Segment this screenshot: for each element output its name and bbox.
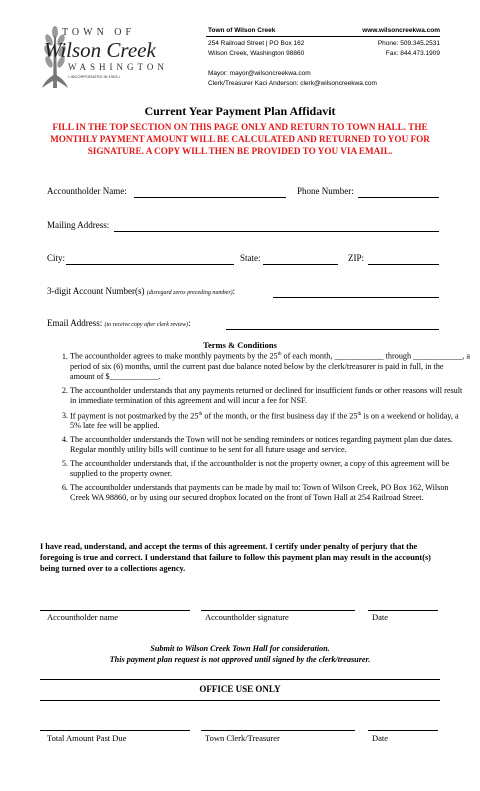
account-number-field[interactable] <box>273 297 439 298</box>
terms-heading: Terms & Conditions <box>203 340 277 350</box>
header-rule <box>206 36 440 37</box>
email-text: Email Address: <box>47 318 103 328</box>
email-note: (to receive copy after clerk review) <box>104 322 189 328</box>
account-number-label: 3-digit Account Number(s) (disregard zeros preceding number): <box>47 286 236 296</box>
header-org: Town of Wilson Creek <box>208 27 276 34</box>
city-field[interactable] <box>66 264 234 265</box>
state-field[interactable] <box>263 264 338 265</box>
terms-list <box>38 350 470 507</box>
submit-line-1: Submit to Wilson Creek Town Hall for consideration. <box>150 644 330 653</box>
accountholder-name-signature-line[interactable] <box>40 610 190 611</box>
page-title: Current Year Payment Plan Affidavit <box>144 104 336 118</box>
term-item: 2. The accountholder understands that any payments returned or declined for insufficient funds or other reasons will result in immediate termination of this agreement and will incur a fee for NSF. <box>70 386 470 406</box>
phone-number-field[interactable] <box>358 197 439 198</box>
mailing-address-field[interactable] <box>114 231 439 232</box>
office-heading-rule <box>40 700 440 701</box>
clerk-caption: Town Clerk/Treasurer <box>205 733 280 743</box>
accountholder-name-label: Accountholder Name: <box>47 186 127 196</box>
accountholder-name-caption: Accountholder name <box>47 612 119 622</box>
submit-note <box>40 643 440 665</box>
term-item: 1. The accountholder agrees to make monthly payments by the 25th of each month, ____________ through ____________, a period of six (6) months, until the current past due balance noted below by the clerk/treasurer is paid in full, in the amount of $____________. <box>70 350 470 382</box>
zip-field[interactable] <box>368 264 439 265</box>
logo-state: WASHINGTON <box>68 62 168 72</box>
header-fax: Fax: 844.473.1909 <box>385 50 440 57</box>
account-number-text: 3-digit Account Number(s) <box>47 286 145 296</box>
header-city: Wilson Creek, Washington 98860 <box>208 50 305 57</box>
signature-date-line[interactable] <box>368 610 438 611</box>
header-phone: Phone: 509.345.2531 <box>377 40 440 47</box>
email-label: Email Address: (to receive copy after clerk review): <box>47 318 191 328</box>
logo-town-of: TOWN OF <box>62 27 136 38</box>
accountholder-signature-line[interactable] <box>201 610 355 611</box>
header-clerk: Clerk/Treasurer Kaci Anderson: clerk@wilsoncreekwa.com <box>208 80 377 87</box>
certification-text: I have read, understand, and accept the terms of this agreement. I certify under penalty of perjury that the foregoing is true and correct. I understand that failure to follow this payment plan may result in the account(s) being turned over to a collections agency. <box>40 542 431 573</box>
logo-incorporated: • INCORPORATED IN 1903 • <box>68 74 121 79</box>
accountholder-name-field[interactable] <box>134 197 286 198</box>
submit-line-2: This payment plan request is not approved until signed by the clerk/treasurer. <box>109 655 371 664</box>
logo-name: Wilson Creek <box>44 38 156 62</box>
office-use-heading: OFFICE USE ONLY <box>199 684 281 694</box>
city-label: City: <box>47 253 66 263</box>
header-mayor: Mayor: mayor@wilsoncreekwa.com <box>208 70 311 77</box>
mailing-address-label: Mailing Address: <box>47 220 110 230</box>
term-item: 3. If payment is not postmarked by the 25th of the month, or the first business day if the 25th is on a weekend or holiday, a 5% late fee will be applied. <box>70 410 470 432</box>
account-number-note: (disregard zeros preceding number) <box>146 290 233 296</box>
phone-number-label: Phone Number: <box>297 186 354 196</box>
term-item: 4. The accountholder understands the Town will not be sending reminders or notices regarding payment plan due dates. Regular monthly utility bills will continue to be sent for all future usage and service. <box>70 435 470 455</box>
header-address: 254 Railroad Street | PO Box 162 <box>208 40 305 47</box>
signature-date-caption: Date <box>372 612 389 622</box>
instructions: FILL IN THE TOP SECTION ON THIS PAGE ONLY AND RETURN TO TOWN HALL. THE MONTHLY PAYMENT AMOUNT WILL BE CALCULATED AND RETURNED TO YOU FOR SIGNATURE. A COPY WILL THEN BE PROVIDED TO YOU VIA EMAIL. <box>50 122 430 156</box>
email-field[interactable] <box>226 329 439 330</box>
total-past-due-caption: Total Amount Past Due <box>47 733 127 743</box>
clerk-signature-line[interactable] <box>201 730 355 731</box>
accountholder-signature-caption: Accountholder signature <box>205 612 289 622</box>
total-past-due-line[interactable] <box>40 730 190 731</box>
zip-label: ZIP: <box>348 253 365 263</box>
office-date-line[interactable] <box>368 730 438 731</box>
office-date-caption: Date <box>372 733 389 743</box>
term-item: 6. The accountholder understands that payments can be made by mail to: Town of Wilson Creek, PO Box 162, Wilson Creek WA 98860, or by using our secured dropbox located on the front of Town Hall at 254 Railroad Street. <box>70 483 470 503</box>
office-top-rule <box>40 679 440 680</box>
term-item: 5. The accountholder understands that, if the accountholder is not the property owner, a copy of this agreement will be supplied to the property owner. <box>70 459 470 479</box>
header-website[interactable]: www.wilsoncreekwa.com <box>362 27 440 34</box>
state-label: State: <box>240 253 261 263</box>
